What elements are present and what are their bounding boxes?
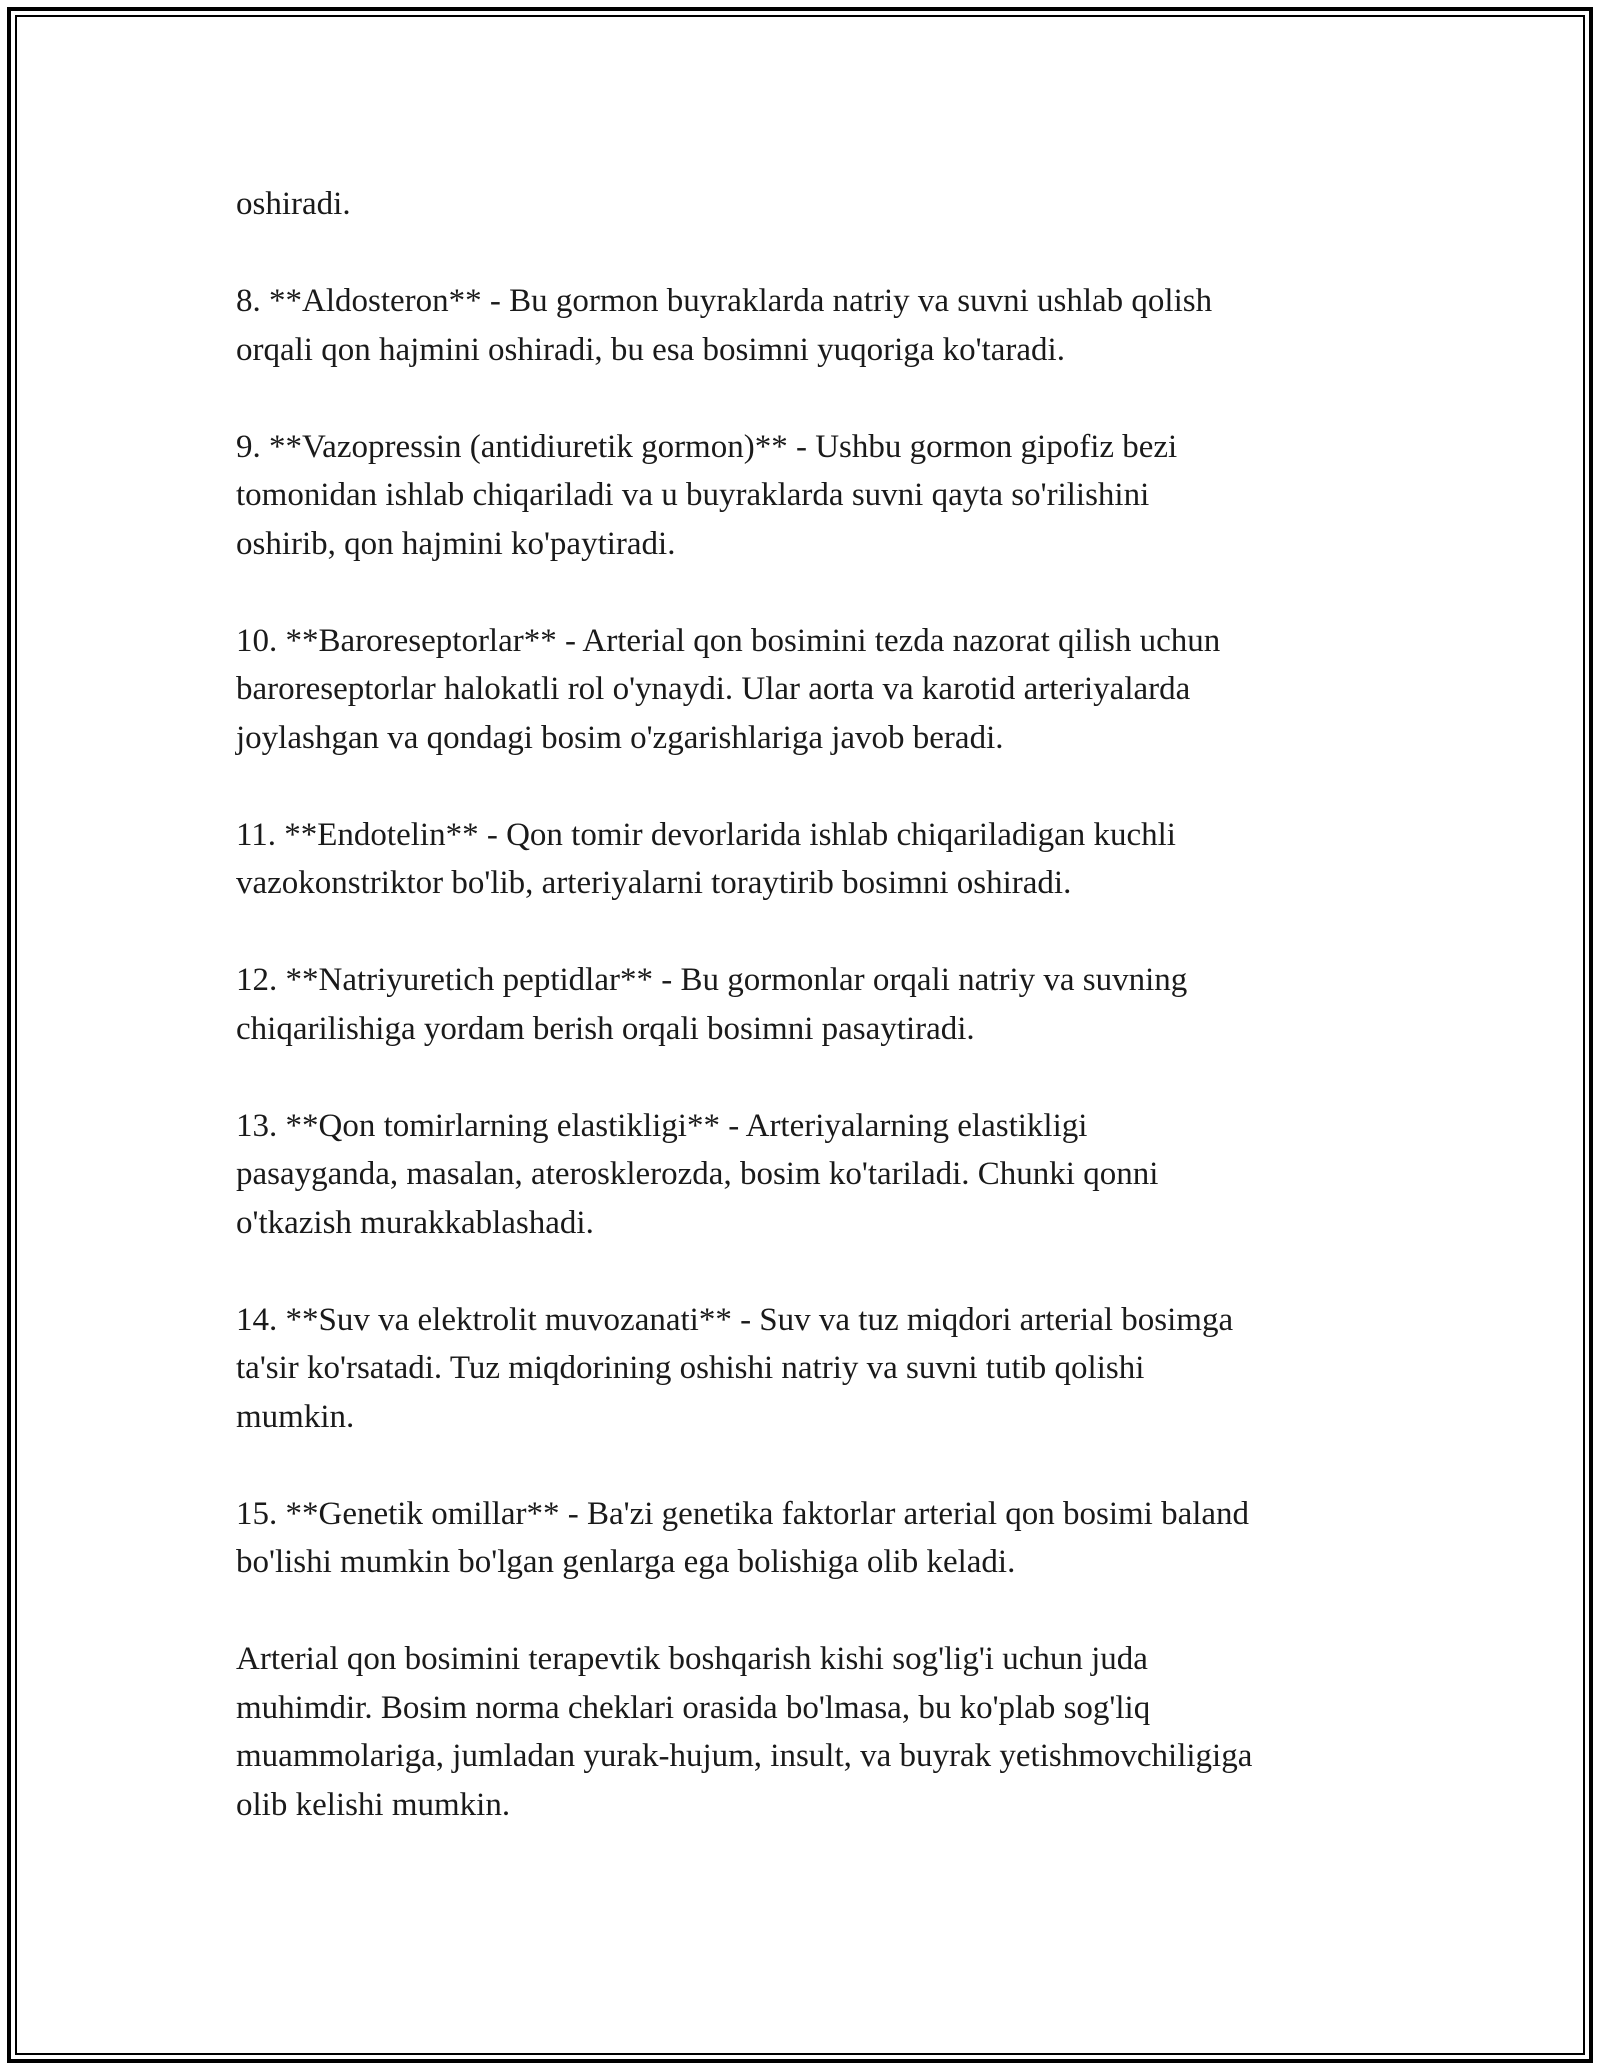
paragraph-item-9-vazopressin: 9. **Vazopressin (antidiuretik gormon)** - Ushbu gormon gipofiz bezi tomonidan ishlab chiqariladi va u buyraklarda suvni qayta so'rilishini oshirib, qon hajmini ko'paytiradi. (236, 428, 1178, 562)
paragraph-item-13-elastiklik: 13. **Qon tomirlarning elastikligi** - Arteriyalarning elastikligi pasayganda, masalan, aterosklerozda, bosim ko'tariladi. Chunki qonni o'tkazish murakkablashadi. (236, 1107, 1159, 1241)
paragraph-item-14-suv-elektrolit: 14. **Suv va elektrolit muvozanati** - Suv va tuz miqdori arterial bosimga ta'sir ko'rsatadi. Tuz miqdorining oshishi natriy va suvni tutib qolishi mumkin. (236, 1301, 1234, 1435)
paragraph-item-10-baroreseptorlar: 10. **Baroreseptorlar** - Arterial qon bosimini tezda nazorat qilish uchun baroreseptorlar halokatli rol o'ynaydi. Ular aorta va karotid arteriyalarda joylashgan va qondagi bosim o'zgarishlariga javob beradi. (236, 622, 1221, 756)
paragraph-conclusion: Arterial qon bosimini terapevtik boshqarish kishi sog'lig'i uchun juda muhimdir. Bosim norma cheklari orasida bo'lmasa, bu ko'plab sog'liq muammolariga, jumladan yurak-hujum, insult, va buyrak yetishmovchiligiga olib kelishi mumkin. (236, 1641, 1253, 1823)
paragraph-item-8-aldosteron: 8. **Aldosteron** - Bu gormon buyraklarda natriy va suvni ushlab qolish orqali qon hajmini oshiradi, bu esa bosimni yuqoriga ko'taradi. (236, 283, 1213, 368)
paragraph-item-11-endotelin: 11. **Endotelin** - Qon tomir devorlarida ishlab chiqariladigan kuchli vazokonstriktor bo'lib, arteriyalarni toraytirib bosimni oshiradi. (236, 816, 1176, 901)
document-body (236, 180, 1376, 1878)
paragraph-item-12-natriyuretich-peptidlar: 12. **Natriyuretich peptidlar** - Bu gormonlar orqali natriy va suvning chiqarilishiga yordam berish orqali bosimni pasaytiradi. (236, 962, 1188, 1047)
paragraph-continuation: oshiradi. (236, 186, 351, 222)
paragraph-item-15-genetik-omillar: 15. **Genetik omillar** - Ba'zi genetika faktorlar arterial qon bosimi baland bo'lishi mumkin bo'lgan genlarga ega bolishiga olib keladi. (236, 1495, 1250, 1580)
